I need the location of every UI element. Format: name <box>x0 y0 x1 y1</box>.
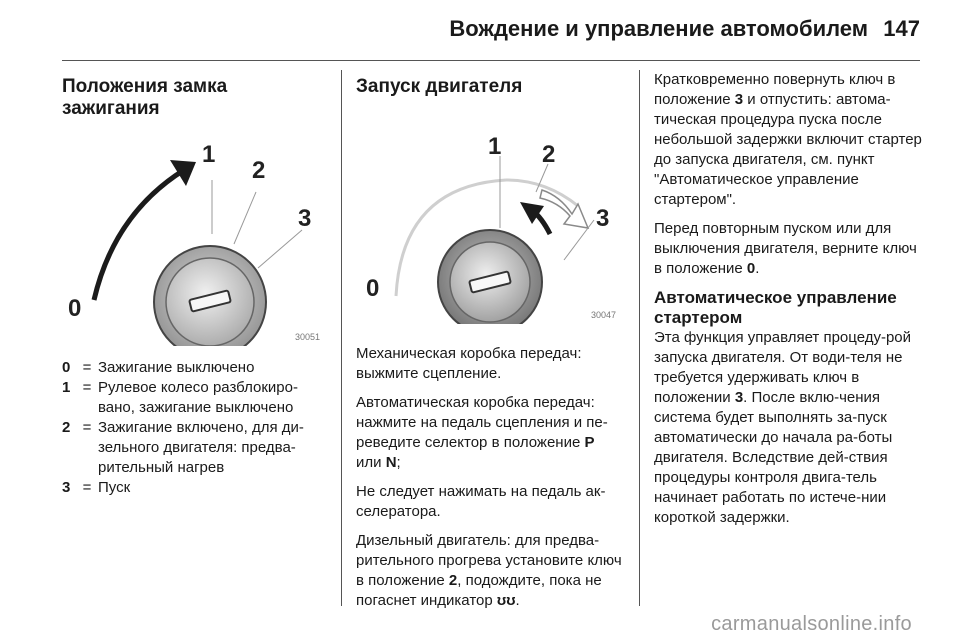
paragraph: Не следует нажимать на педаль ак-селератора. <box>356 483 606 520</box>
engine-start-figure <box>356 110 622 324</box>
ignition-lock-illustration <box>62 132 326 346</box>
column-divider <box>639 70 640 606</box>
figure-label: 1 <box>202 141 216 168</box>
column-divider <box>341 70 342 606</box>
legend-row <box>62 358 326 378</box>
section-heading: Запуск двигателя <box>356 76 523 97</box>
legend-separator: = <box>82 379 92 396</box>
legend-key: 1 <box>62 379 71 396</box>
glow-plug-indicator-icon: ʊʊ <box>496 592 516 609</box>
figure-number: 30051 <box>294 332 320 342</box>
column-engine-start <box>356 70 622 609</box>
section-heading: Положения замка зажигания <box>62 76 228 119</box>
paragraph: Механическая коробка передач: выжмите сцепление. <box>356 345 582 382</box>
column-continued <box>654 70 924 606</box>
legend-text: Рулевое колесо разблокиро-вано, зажигание выключено <box>98 379 298 416</box>
legend-text: Зажигание выключено <box>98 359 255 376</box>
legend-key: 3 <box>62 479 71 496</box>
figure-label: 1 <box>488 133 502 160</box>
header-rule <box>62 60 920 61</box>
watermark: carmanualsonline.info <box>711 613 912 635</box>
figure-number: 30047 <box>590 310 616 320</box>
paragraph: Эта функция управляет процеду-рой запуска двигателя. От води-теля не требуется удерживать ключ в положении 3. После вклю-чения система будет выполнять за-пуск автоматически до начала ра-боты двигателя. Вследствие дей-ствия процедуры контроля двига-тель начинает работать по истече-нии короткой задержки. <box>654 329 912 526</box>
legend-row <box>62 418 326 478</box>
legend <box>62 358 326 498</box>
legend-row <box>62 378 326 418</box>
paragraph: Автоматическая коробка передач: нажмите на педаль сцепления и пе-реведите селектор в положение P или N; <box>356 394 608 471</box>
legend-separator: = <box>82 479 92 496</box>
page-number: 147 <box>883 16 920 41</box>
legend-key: 2 <box>62 419 71 436</box>
paragraph: Перед повторным пуском или для выключения двигателя, верните ключ в положение 0. <box>654 220 917 277</box>
header-title: Вождение и управление автомобилем <box>449 16 868 41</box>
column-ignition-positions <box>62 70 326 606</box>
legend-separator: = <box>82 359 92 376</box>
legend-separator: = <box>82 419 92 436</box>
paragraph: Дизельный двигатель: для предва-рительного прогрева установите ключ в положение 2, подождите, пока не погаснет индикатор ʊʊ. <box>356 532 622 609</box>
ignition-figure <box>62 132 326 346</box>
figure-label: 0 <box>68 295 82 322</box>
figure-label: 2 <box>542 141 556 168</box>
figure-label: 3 <box>596 205 610 232</box>
paragraph: Кратковременно повернуть ключ в положение 3 и отпустить: автома-тическая процедура пуска после небольшой задержки включит стартер до запуска двигателя, см. пункт "Автоматическое управление стартером". <box>654 71 922 208</box>
legend-text: Зажигание включено, для ди-зельного двигателя: предва-рительный нагрев <box>98 419 304 476</box>
figure-label: 2 <box>252 157 266 184</box>
figure-label: 0 <box>366 275 380 302</box>
figure-label: 3 <box>298 205 312 232</box>
subsection-heading: Автоматическое управление стартером <box>654 288 897 327</box>
engine-start-illustration <box>356 110 622 324</box>
legend-row <box>62 478 326 498</box>
legend-text: Пуск <box>98 479 131 496</box>
legend-key: 0 <box>62 359 71 376</box>
